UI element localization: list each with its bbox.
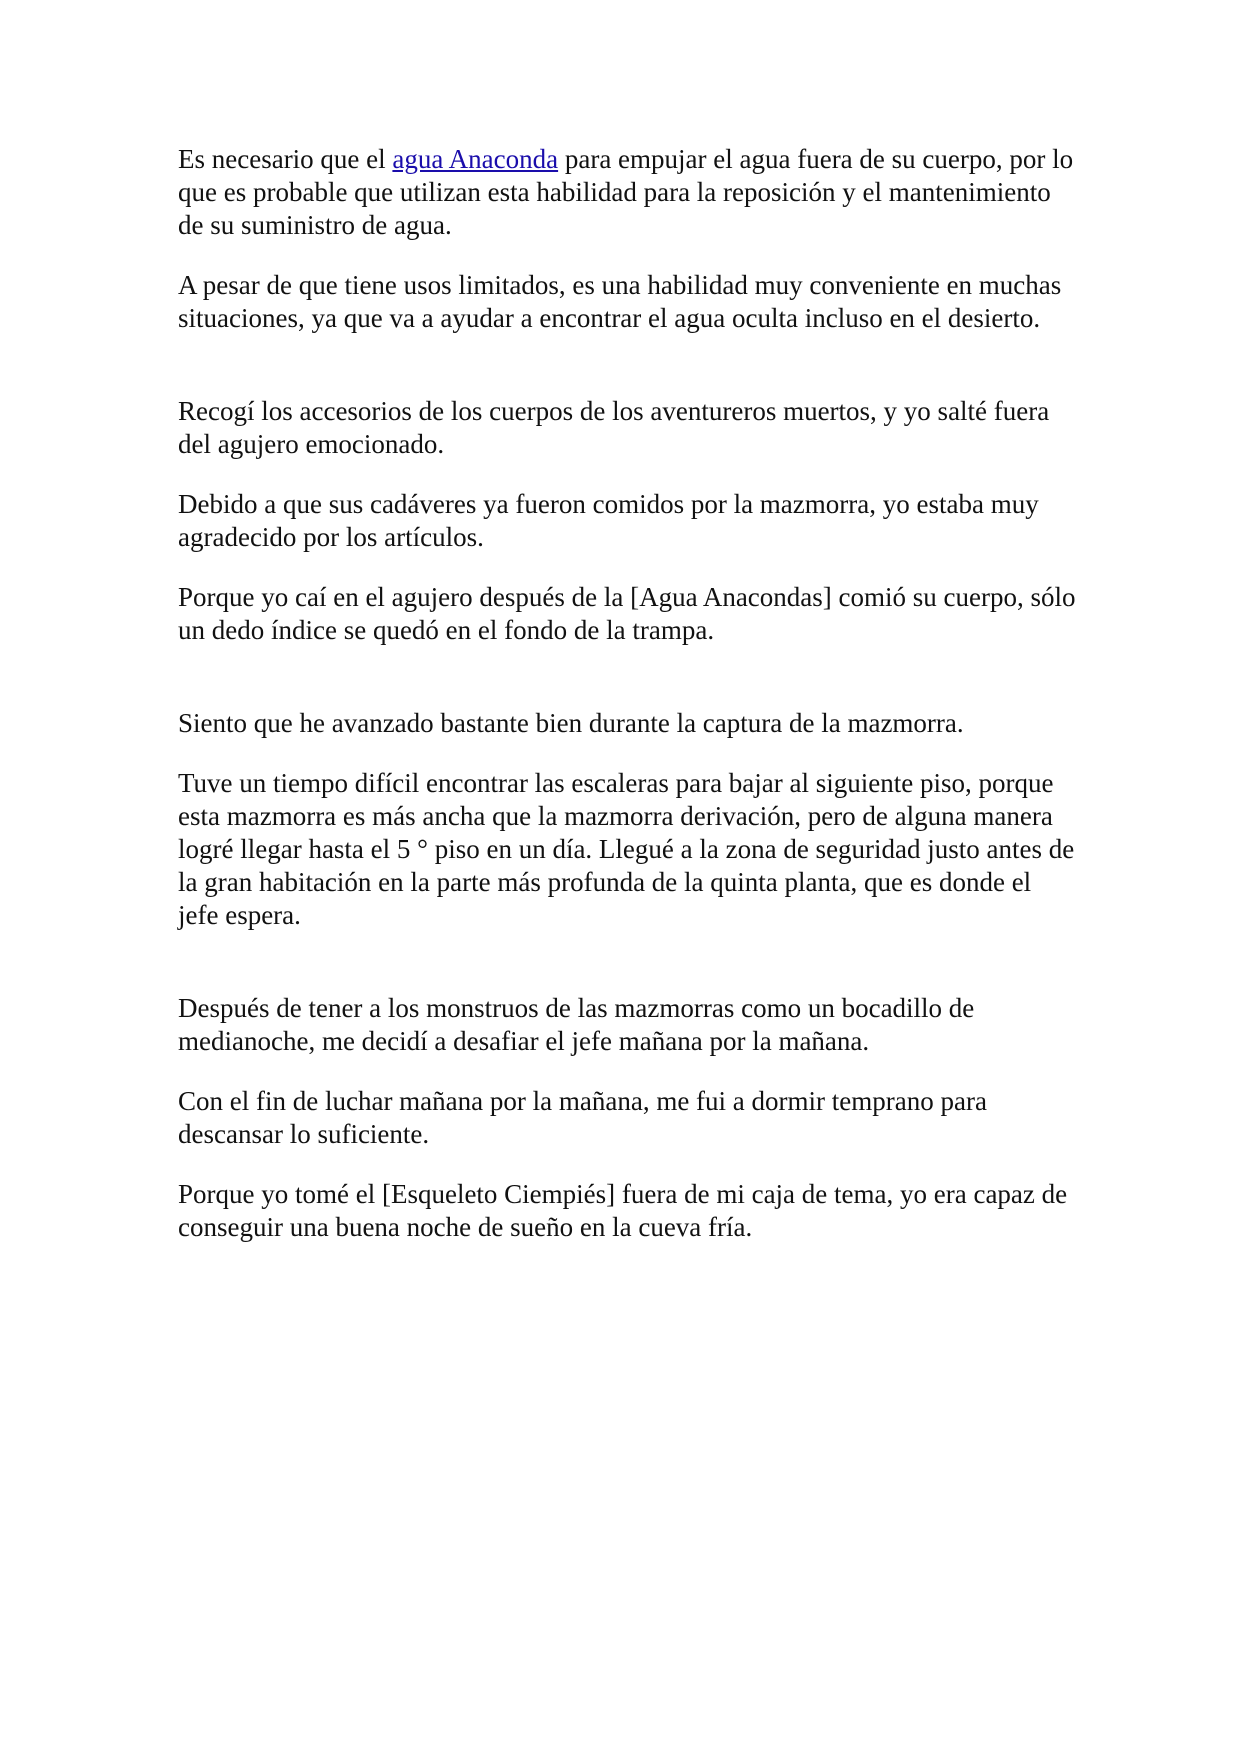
paragraph-3: Recogí los accesorios de los cuerpos de los aventureros muertos, y yo salté fuera del agujero emocionado.	[178, 396, 1050, 459]
document-body	[178, 143, 1078, 1244]
paragraph-8: Después de tener a los monstruos de las mazmorras como un bocadillo de medianoche, me decidí a desafiar el jefe mañana por la mañana.	[178, 993, 975, 1056]
paragraph-1-text-before: Es necesario que el	[178, 144, 393, 174]
paragraph-5: Porque yo caí en el agujero después de la [Agua Anacondas] comió su cuerpo, sólo un dedo índice se quedó en el fondo de la trampa.	[178, 582, 1076, 645]
paragraph-1-text-after: para empujar el agua fuera de su cuerpo, por lo que es probable que utilizan esta habilidad para la reposición y el mantenimiento de su suministro de agua.	[178, 144, 1074, 240]
paragraph-6: Siento que he avanzado bastante bien durante la captura de la mazmorra.	[178, 708, 964, 738]
paragraph-9: Con el fin de luchar mañana por la mañana, me fui a dormir temprano para descansar lo suficiente.	[178, 1086, 987, 1149]
paragraph-2: A pesar de que tiene usos limitados, es una habilidad muy conveniente en muchas situaciones, ya que va a ayudar a encontrar el agua oculta incluso en el desierto.	[178, 270, 1062, 333]
agua-anaconda-link[interactable]: agua Anaconda	[392, 144, 559, 174]
paragraph-7: Tuve un tiempo difícil encontrar las escaleras para bajar al siguiente piso, porque esta mazmorra es más ancha que la mazmorra derivación, pero de alguna manera logré llegar hasta el 5 ° piso en un día. Llegué a la zona de seguridad justo antes de la gran habitación en la parte más profunda de la quinta planta, que es donde el jefe espera.	[178, 768, 1075, 930]
paragraph-1	[178, 143, 1078, 242]
paragraph-10: Porque yo tomé el [Esqueleto Ciempiés] fuera de mi caja de tema, yo era capaz de conseguir una buena noche de sueño en la cueva fría.	[178, 1179, 1068, 1242]
paragraph-4: Debido a que sus cadáveres ya fueron comidos por la mazmorra, yo estaba muy agradecido por los artículos.	[178, 489, 1039, 552]
